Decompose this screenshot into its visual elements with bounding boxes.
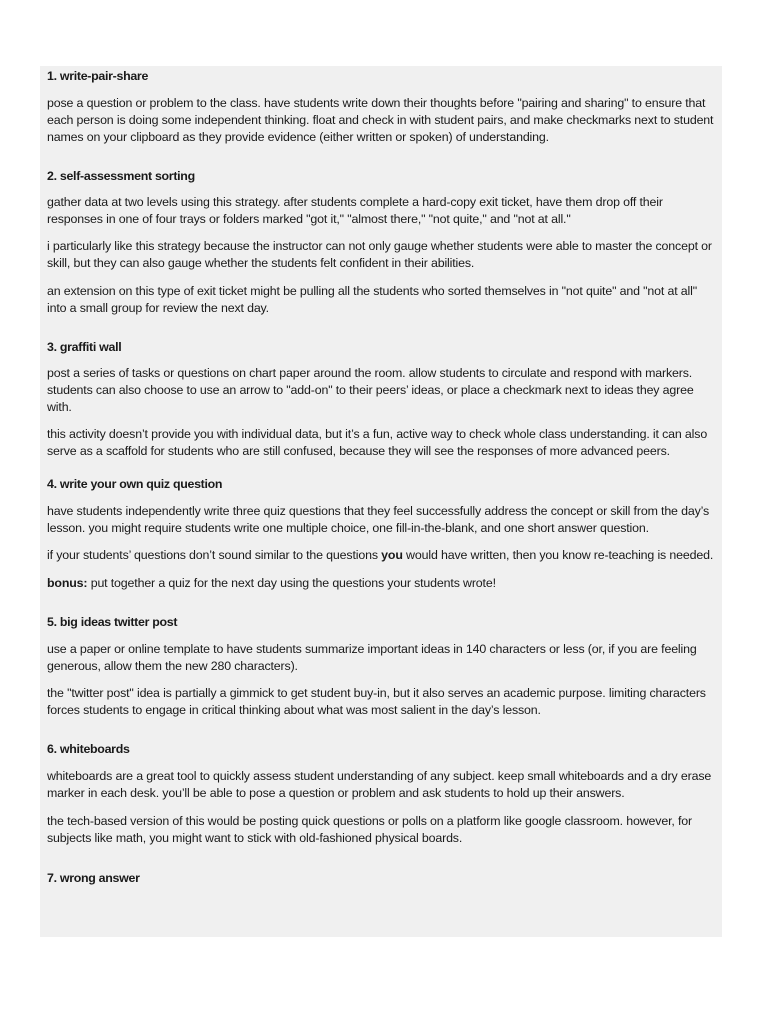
section-paragraph: pose a question or problem to the class. have students write down their thoughts before "pairing and sharing" to ensure that each person is doing some independent thinking. float and check in with student pairs, and make checkmarks next to student names on your clipboard as they provide evidence (either written or spoken) of understanding. — [47, 96, 714, 144]
section-heading-write-your-own-quiz-question: 4. write your own quiz question — [47, 477, 223, 491]
section-heading-write-pair-share: 1. write-pair-share — [47, 69, 149, 83]
section-paragraph: gather data at two levels using this strategy. after students complete a hard-copy exit ticket, have them drop off their responses in one of four trays or folders marked "got it," "almost there," "not quite," and "not at all." — [47, 195, 663, 226]
section-paragraph: have students independently write three quiz questions that they feel successfully address the concept or skill from the day’s lesson. you might require students write one multiple choice, one fill-in-the-blank, and one short answer question. — [47, 504, 710, 535]
document-page — [40, 66, 722, 937]
section-paragraph: the tech-based version of this would be posting quick questions or polls on a platform like google classroom. however, for subjects like math, you might want to stick with old-fashioned physical boards. — [47, 814, 692, 845]
section-paragraph: the "twitter post" idea is partially a gimmick to get student buy-in, but it also serves an academic purpose. limiting characters forces students to engage in critical thinking about what was most salient in the day’s lesson. — [47, 686, 706, 717]
section-paragraph: use a paper or online template to have students summarize important ideas in 140 characters or less (or, if you are feeling generous, allow them the new 280 characters). — [47, 642, 697, 673]
section-paragraph: this activity doesn’t provide you with individual data, but it’s a fun, active way to check whole class understanding. it can also serve as a scaffold for students who are still confused, because they will see the responses of more advanced peers. — [47, 427, 708, 458]
section-paragraph: i particularly like this strategy because the instructor can not only gauge whether students were able to master the concept or skill, but they can also gauge whether the students felt confident in their abilities. — [47, 239, 712, 270]
paragraph-text: would have written, then you know re-teaching is needed. — [402, 548, 714, 562]
section-heading-self-assessment-sorting: 2. self-assessment sorting — [47, 169, 195, 183]
section-paragraph — [47, 575, 719, 592]
section-paragraph: an extension on this type of exit ticket might be pulling all the students who sorted themselves in "not quite" and "not at all" into a small group for review the next day. — [47, 284, 697, 315]
emphasis-text: you — [381, 548, 403, 562]
section-heading-graffiti-wall: 3. graffiti wall — [47, 340, 122, 354]
section-heading-big-ideas-twitter-post: 5. big ideas twitter post — [47, 615, 178, 629]
document-body — [47, 66, 719, 887]
section-paragraph: whiteboards are a great tool to quickly assess student understanding of any subject. keep small whiteboards and a dry erase marker in each desk. you’ll be able to pose a question or problem and ask students to hold up their answers. — [47, 769, 712, 800]
section-paragraph — [47, 547, 719, 564]
paragraph-text: if your students’ questions don’t sound similar to the questions — [47, 548, 382, 562]
section-heading-wrong-answer: 7. wrong answer — [47, 871, 140, 885]
paragraph-text: put together a quiz for the next day using the questions your students wrote! — [87, 576, 496, 590]
emphasis-text: bonus: — [47, 576, 88, 590]
section-paragraph: post a series of tasks or questions on chart paper around the room. allow students to circulate and respond with markers. students can also choose to use an arrow to "add-on" to their peers’ ideas, or place a checkmark next to ideas they agree with. — [47, 366, 694, 414]
section-heading-whiteboards: 6. whiteboards — [47, 742, 130, 756]
